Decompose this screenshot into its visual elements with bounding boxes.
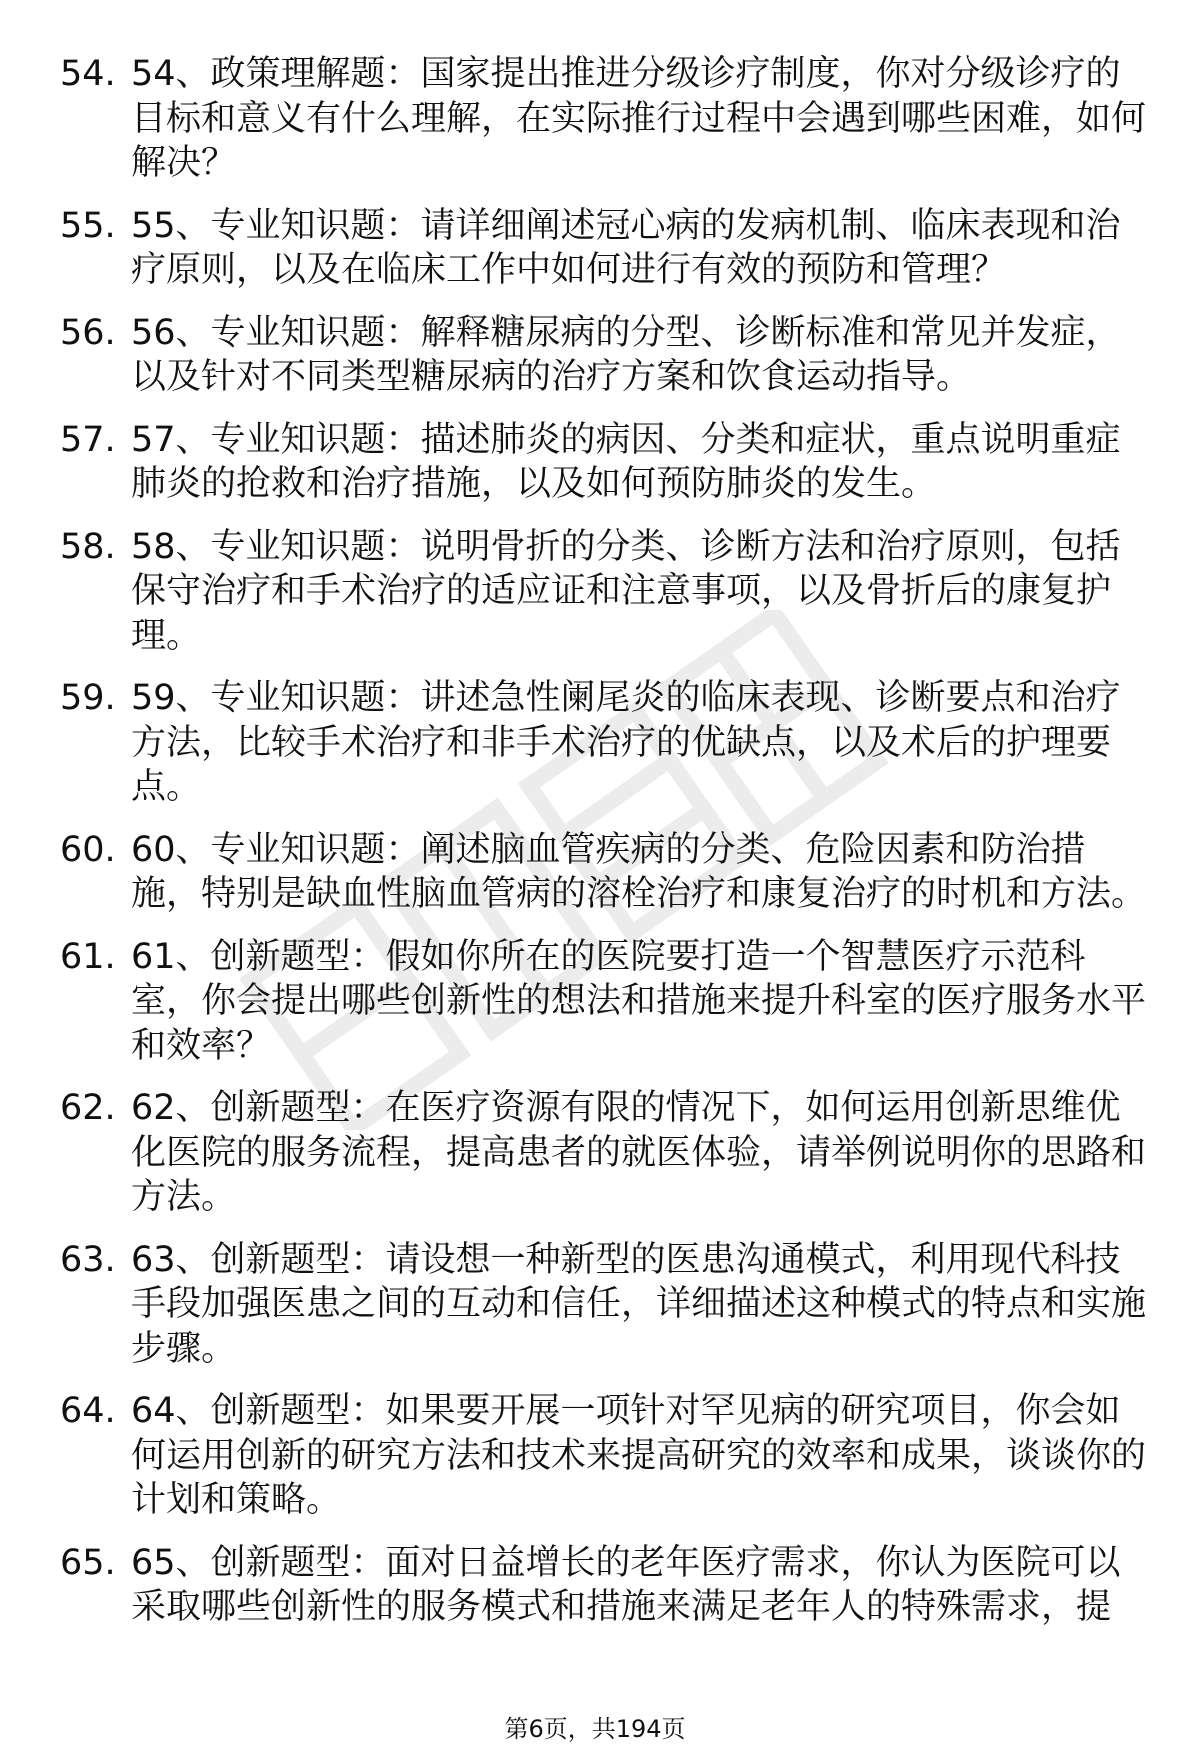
- question-item: [60, 418, 1150, 507]
- question-number: 55.: [60, 205, 116, 246]
- question-item: [60, 935, 1150, 1069]
- question-item: [60, 52, 1150, 186]
- question-text: 59、专业知识题：讲述急性阑尾炎的临床表现、诊断要点和治疗方法，比较手术治疗和非手术治疗的优缺点，以及术后的护理要点。: [131, 678, 1121, 807]
- question-number: 54.: [60, 54, 116, 94]
- question-text: 60、专业知识题：阐述脑血管疾病的分类、危险因素和防治措施，特别是缺血性脑血管病的溶栓治疗和康复治疗的时机和方法。: [131, 829, 1147, 914]
- question-text: 58、专业知识题：说明骨折的分类、诊断方法和治疗原则，包括保守治疗和手术治疗的适应证和注意事项，以及骨折后的康复护理。: [131, 526, 1121, 656]
- question-text: 63、创新题型：请设想一种新型的医患沟通模式，利用现代科技手段加强医患之间的互动和信任，详细描述这种模式的特点和实施步骤。: [131, 1239, 1147, 1369]
- question-number: 56.: [60, 312, 116, 353]
- question-text: 62、创新题型：在医疗资源有限的情况下，如何运用创新思维优化医院的服务流程，提高患者的就医体验，请举例说明你的思路和方法。: [131, 1088, 1147, 1217]
- page-footer: 第6页，共194页: [504, 1715, 686, 1743]
- question-text: 56、专业知识题：解释糖尿病的分型、诊断标准和常见并发症，以及针对不同类型糖尿病的治疗方案和饮食运动指导。: [131, 312, 1121, 397]
- question-item: [60, 1541, 1150, 1630]
- question-text: 54、政策理解题：国家提出推进分级诊疗制度，你对分级诊疗的目标和意义有什么理解，在实际推行过程中会遇到哪些困难，如何解决？: [131, 54, 1147, 183]
- question-item: [60, 1238, 1150, 1372]
- question-number: 59.: [60, 678, 116, 718]
- question-number: 58.: [60, 526, 116, 567]
- question-number: 60.: [60, 829, 116, 870]
- question-number: 63.: [60, 1239, 116, 1280]
- question-item: [60, 1389, 1150, 1523]
- question-text: 55、专业知识题：请详细阐述冠心病的发病机制、临床表现和治疗原则，以及在临床工作中如何进行有效的预防和管理？: [131, 205, 1121, 290]
- question-item: [60, 1086, 1150, 1220]
- question-item: [60, 311, 1150, 400]
- question-item: [60, 676, 1150, 810]
- question-list: [60, 52, 1150, 1648]
- question-number: 61.: [60, 936, 116, 977]
- question-text: 57、专业知识题：描述肺炎的病因、分类和症状，重点说明重症肺炎的抢救和治疗措施，以及如何预防肺炎的发生。: [131, 419, 1121, 504]
- question-item: [60, 525, 1150, 659]
- question-text: 64、创新题型：如果要开展一项针对罕见病的研究项目，你会如何运用创新的研究方法和技术来提高研究的效率和成果，谈谈你的计划和策略。: [131, 1391, 1147, 1520]
- question-text: 65、创新题型：面对日益增长的老年医疗需求，你认为医院可以采取哪些创新性的服务模式和措施来满足老年人的特殊需求，提: [131, 1542, 1121, 1627]
- question-item: [60, 204, 1150, 293]
- question-item: [60, 828, 1150, 917]
- question-number: 57.: [60, 419, 116, 460]
- question-number: 62.: [60, 1088, 116, 1128]
- question-number: 64.: [60, 1391, 116, 1431]
- question-number: 65.: [60, 1542, 116, 1583]
- question-text: 61、创新题型：假如你所在的医院要打造一个智慧医疗示范科室，你会提出哪些创新性的想法和措施来提升科室的医疗服务水平和效率？: [131, 936, 1147, 1066]
